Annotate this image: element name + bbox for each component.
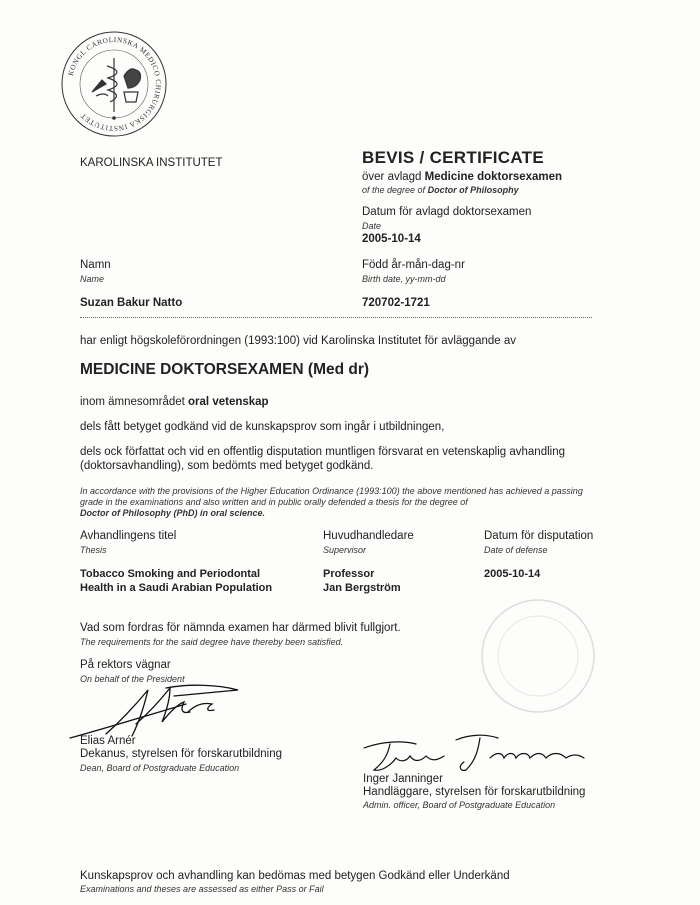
birth-value: 720702-1721 (362, 297, 430, 309)
name-label-en: Name (80, 274, 105, 284)
passed-text: dels fått betyget godkänd vid de kunskapsprov som ingår i utbildningen, (80, 421, 445, 433)
officer-title-en: Admin. officer, Board of Postgraduate Education (363, 800, 556, 810)
subject-name: oral vetenskap (188, 396, 269, 408)
requirements-sv: Vad som fordras för nämnda examen har därmed blivit fullgjort. (80, 622, 401, 634)
supervisor-label-en: Supervisor (323, 545, 367, 555)
behalf-en: On behalf of the President (80, 674, 185, 684)
supervisor-label-sv: Huvudhandledare (323, 530, 414, 542)
institution-name: KAROLINSKA INSTITUTET (80, 157, 223, 169)
degree-line-en-prefix: of the degree of (362, 185, 426, 195)
birth-label-sv: Född år-mån-dag-nr (362, 259, 465, 271)
degree-line-en (362, 185, 519, 195)
english-text-1: In accordance with the provisions of the Higher Education Ordinance (1993:100) the above mentioned has achieved a passing (80, 486, 583, 496)
footer-en: Examinations and theses are assessed as either Pass or Fail (80, 884, 324, 894)
english-text-2: grade in the examinations and also written and in public orally defended a thesis for the degree of (80, 497, 468, 507)
thesis-text-1: dels ock författat och vid en offentlig disputation muntligen försvarat en vetenskaplig avhandling (80, 446, 566, 458)
officer-name: Inger Janninger (363, 773, 443, 785)
degree-heading: MEDICINE DOKTORSEXAMEN (Med dr) (80, 361, 370, 378)
name-label-sv: Namn (80, 259, 111, 271)
defense-label-en: Date of defense (484, 545, 548, 555)
supervisor-line-2: Jan Bergström (323, 582, 401, 594)
dotted-divider (80, 317, 592, 318)
behalf-sv: På rektors vägnar (80, 659, 171, 671)
officer-signature-image (360, 728, 590, 778)
requirements-en: The requirements for the said degree have thereby been satisfied. (80, 637, 344, 647)
ordinance-text: har enligt högskoleförordningen (1993:100) vid Karolinska Institutet för avläggande av (80, 335, 517, 347)
subject-line (80, 396, 269, 408)
thesis-label-en: Thesis (80, 545, 107, 555)
dean-title-sv: Dekanus, styrelsen för forskarutbildning (80, 748, 282, 760)
thesis-title-line-1: Tobacco Smoking and Periodontal (80, 568, 261, 580)
degree-line-sv-prefix: över avlagd (362, 171, 422, 183)
officer-title-sv: Handläggare, styrelsen för forskarutbildning (363, 786, 586, 798)
dean-title-en: Dean, Board of Postgraduate Education (80, 763, 240, 773)
degree-date-value: 2005-10-14 (362, 233, 421, 245)
supervisor-line-1: Professor (323, 568, 375, 580)
name-value: Suzan Bakur Natto (80, 297, 183, 309)
institute-seal (60, 30, 168, 138)
english-text-3: Doctor of Philosophy (PhD) in oral science. (80, 508, 266, 518)
date-label-en: Date (362, 221, 382, 231)
date-label-sv: Datum för avlagd doktorsexamen (362, 206, 532, 218)
defense-label-sv: Datum för disputation (484, 530, 594, 542)
dean-name: Elias Arnér (80, 735, 136, 747)
embossed-stamp (478, 596, 598, 716)
birth-label-en: Birth date, yy-mm-dd (362, 274, 446, 284)
footer-sv: Kunskapsprov och avhandling kan bedömas med betygen Godkänd eller Underkänd (80, 870, 510, 882)
degree-line-sv-degree: Medicine doktorsexamen (424, 171, 563, 183)
certificate-title: BEVIS / CERTIFICATE (362, 148, 545, 167)
thesis-label-sv: Avhandlingens titel (80, 530, 177, 542)
seal-text: KONGL CAROLINSKA MEDICO CHIRURGISKA INSTITUTET (66, 35, 163, 133)
subject-prefix: inom ämnesområdet (80, 396, 185, 408)
thesis-text-2: (doktorsavhandling), som bedömts med betyget godkänd. (80, 460, 374, 472)
thesis-title-line-2: Health in a Saudi Arabian Population (80, 582, 273, 594)
degree-line-en-degree: Doctor of Philosophy (427, 185, 519, 195)
defense-date-value: 2005-10-14 (484, 568, 541, 580)
degree-line-sv (362, 171, 562, 183)
